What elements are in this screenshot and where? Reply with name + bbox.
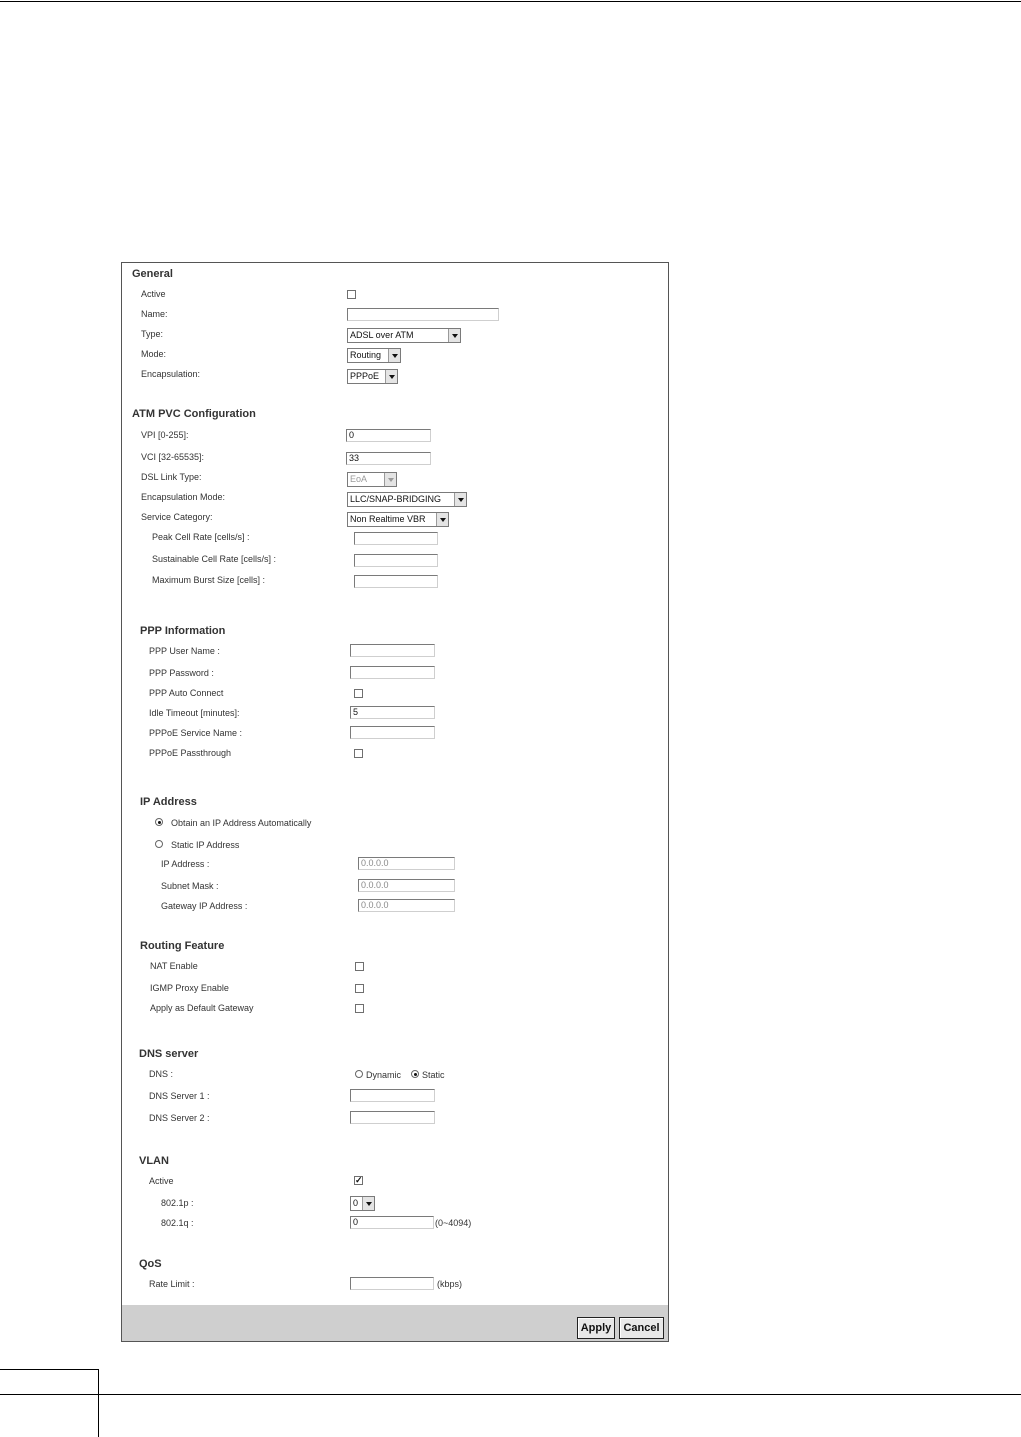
ip-address-label: IP Address :: [161, 859, 210, 869]
chevron-down-icon: [362, 1197, 374, 1210]
apply-button[interactable]: Apply: [577, 1317, 615, 1339]
pppoe-passthrough-label: PPPoE Passthrough: [149, 748, 232, 758]
ppp-auto-connect-label: PPP Auto Connect: [149, 688, 224, 698]
wan-settings-panel: [121, 262, 669, 1342]
active-checkbox[interactable]: [347, 290, 356, 299]
vlan-8021p-label: 802.1p :: [161, 1198, 194, 1208]
section-ip-title: IP Address: [140, 796, 197, 808]
chevron-down-icon: [388, 349, 400, 362]
section-ppp-title: PPP Information: [140, 625, 226, 637]
chevron-down-icon: [384, 473, 396, 486]
vlan-active-label: Active: [149, 1176, 174, 1186]
ip-auto-radio[interactable]: [155, 818, 163, 826]
section-vlan-title: VLAN: [139, 1155, 169, 1167]
max-burst-size-input[interactable]: [354, 575, 438, 588]
subnet-mask-label: Subnet Mask :: [161, 881, 219, 891]
nat-enable-label: NAT Enable: [150, 961, 198, 971]
subnet-mask-input[interactable]: 0.0.0.0: [358, 879, 455, 892]
service-category-label: Service Category:: [141, 512, 213, 522]
chevron-down-icon: [448, 329, 460, 342]
encapsulation-mode-select[interactable]: [347, 492, 467, 507]
igmp-proxy-label: IGMP Proxy Enable: [150, 983, 229, 993]
dns-label: DNS :: [149, 1069, 174, 1079]
dns-static-radio[interactable]: [411, 1070, 419, 1078]
encapsulation-mode-label: Encapsulation Mode:: [141, 492, 226, 502]
ip-auto-label: Obtain an IP Address Automatically: [171, 818, 312, 828]
max-burst-size-label: Maximum Burst Size [cells] :: [152, 575, 266, 585]
dsl-link-type-select[interactable]: [347, 472, 397, 487]
encapsulation-select[interactable]: [347, 369, 398, 384]
section-general-title: General: [132, 268, 173, 280]
vlan-8021q-label: 802.1q :: [161, 1218, 194, 1228]
ppp-password-label: PPP Password :: [149, 668, 214, 678]
encapsulation-mode-value: LLC/SNAP-BRIDGING: [350, 494, 442, 504]
bottom-rule: [0, 1394, 1021, 1395]
name-label: Name:: [141, 309, 168, 319]
service-category-value: Non Realtime VBR: [350, 514, 426, 524]
peak-cell-rate-label: Peak Cell Rate [cells/s] :: [152, 532, 250, 542]
dns-dynamic-radio[interactable]: [355, 1070, 363, 1078]
section-dns-title: DNS server: [139, 1048, 199, 1060]
mode-select-value: Routing: [350, 350, 382, 360]
vci-input[interactable]: 33: [346, 452, 431, 465]
nat-enable-checkbox[interactable]: [355, 962, 364, 971]
encapsulation-select-value: PPPoE: [350, 371, 380, 381]
rate-limit-unit: (kbps): [437, 1279, 463, 1289]
sustainable-cell-rate-label: Sustainable Cell Rate [cells/s] :: [152, 554, 277, 564]
ppp-user-name-label: PPP User Name :: [149, 646, 220, 656]
igmp-proxy-checkbox[interactable]: [355, 984, 364, 993]
pppoe-service-name-label: PPPoE Service Name :: [149, 728, 243, 738]
dns-server-2-label: DNS Server 2 :: [149, 1113, 210, 1123]
vlan-8021q-input[interactable]: 0: [350, 1216, 434, 1229]
pppoe-service-name-input[interactable]: [350, 726, 435, 739]
dns-server-2-input[interactable]: [350, 1111, 435, 1124]
section-routing-title: Routing Feature: [140, 940, 225, 952]
idle-timeout-input[interactable]: 5: [350, 706, 435, 719]
ip-static-label: Static IP Address: [171, 840, 240, 850]
dns-server-1-input[interactable]: [350, 1089, 435, 1102]
service-category-select[interactable]: [347, 512, 449, 527]
mode-select[interactable]: [347, 348, 401, 363]
vpi-input[interactable]: 0: [346, 429, 431, 442]
dsl-link-type-label: DSL Link Type:: [141, 472, 202, 482]
type-select-value: ADSL over ATM: [350, 330, 414, 340]
dns-static-label: Static: [422, 1070, 445, 1080]
type-label: Type:: [141, 329, 164, 339]
pppoe-passthrough-checkbox[interactable]: [354, 749, 363, 758]
type-select[interactable]: [347, 328, 461, 343]
vci-label: VCI [32-65535]:: [141, 452, 205, 462]
active-label: Active: [141, 289, 166, 299]
button-bar: [122, 1305, 668, 1341]
dsl-link-type-value: EoA: [350, 474, 368, 484]
vlan-8021p-value: 0: [353, 1198, 359, 1208]
dns-server-1-label: DNS Server 1 :: [149, 1091, 210, 1101]
section-atm-title: ATM PVC Configuration: [132, 408, 256, 420]
cancel-button[interactable]: Cancel: [619, 1317, 664, 1339]
peak-cell-rate-input[interactable]: [354, 532, 438, 545]
vlan-active-checkbox[interactable]: ✓: [355, 1175, 363, 1185]
ppp-user-name-input[interactable]: [350, 644, 435, 657]
vlan-8021q-range: (0~4094): [435, 1218, 472, 1228]
page-number-box: [0, 1369, 99, 1437]
ppp-auto-connect-checkbox[interactable]: [354, 689, 363, 698]
sustainable-cell-rate-input[interactable]: [354, 554, 438, 567]
dns-dynamic-label: Dynamic: [366, 1070, 402, 1080]
section-qos-title: QoS: [139, 1258, 162, 1270]
ip-static-radio[interactable]: [155, 840, 163, 848]
encapsulation-label: Encapsulation:: [141, 369, 201, 379]
chevron-down-icon: [454, 493, 466, 506]
idle-timeout-label: Idle Timeout [minutes]:: [149, 708, 240, 718]
gateway-ip-input[interactable]: 0.0.0.0: [358, 899, 455, 912]
default-gateway-checkbox[interactable]: [355, 1004, 364, 1013]
ppp-password-input[interactable]: [350, 666, 435, 679]
vlan-8021p-select[interactable]: [350, 1196, 375, 1211]
mode-label: Mode:: [141, 349, 167, 359]
chevron-down-icon: [385, 370, 397, 383]
name-input[interactable]: [347, 308, 499, 321]
default-gateway-label: Apply as Default Gateway: [150, 1003, 254, 1013]
top-rule: [0, 1, 1021, 2]
rate-limit-input[interactable]: [350, 1277, 434, 1290]
vpi-label: VPI [0-255]:: [141, 430, 189, 440]
rate-limit-label: Rate Limit :: [149, 1279, 195, 1289]
chevron-down-icon: [436, 513, 448, 526]
ip-address-input[interactable]: 0.0.0.0: [358, 857, 455, 870]
gateway-ip-label: Gateway IP Address :: [161, 901, 248, 911]
